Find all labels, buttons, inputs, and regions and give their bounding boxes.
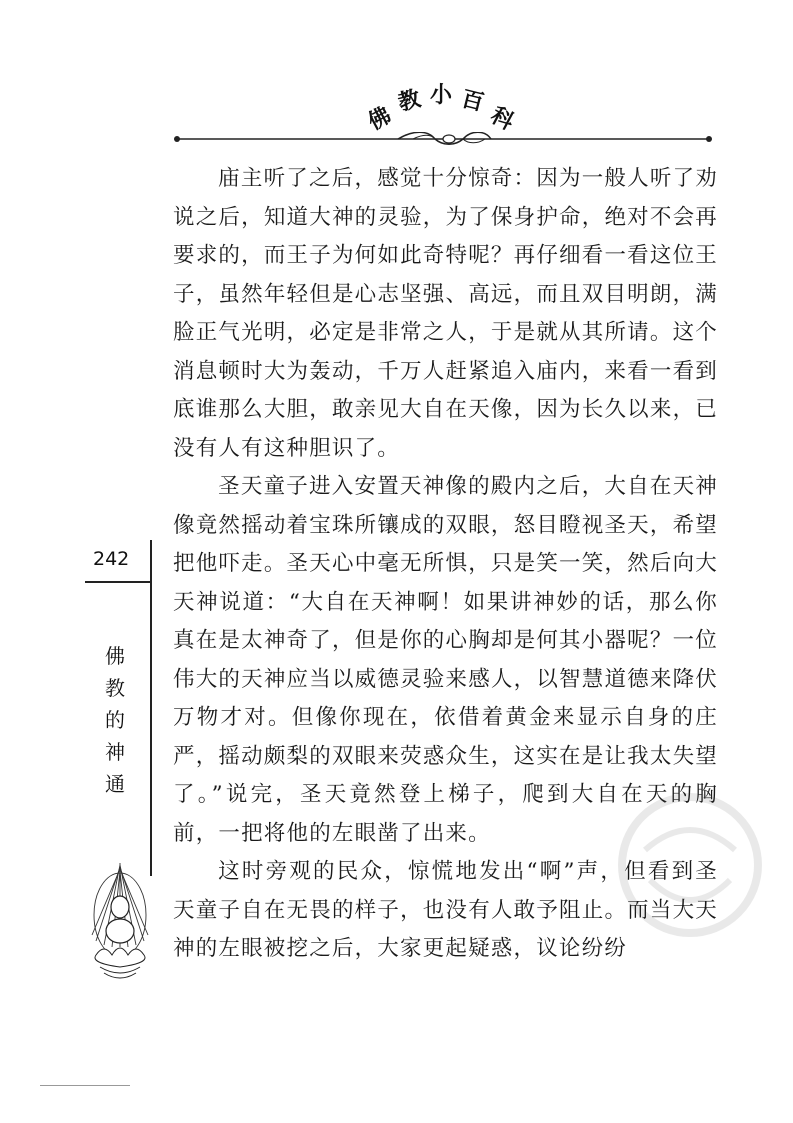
section-title-char: 的: [105, 708, 125, 732]
buddha-on-lotus-icon: [90, 855, 150, 985]
header-char: 科: [486, 103, 518, 136]
section-title-char: 神: [105, 740, 125, 764]
side-margin-rule: [150, 540, 152, 876]
paragraph: 这时旁观的民众，惊慌地发出“啊”声，但看到圣天童子自在无畏的样子，也没有人敢予阻止。而当大天神的左眼被挖之后，大家更起疑惑，议论纷纷: [173, 859, 718, 961]
header-char: 佛: [364, 103, 396, 136]
page-number-underline: [85, 581, 151, 583]
paragraph: 圣天童子进入安置天神像的殿内之后，大自在天神像竟然摇动着宝珠所镶成的双眼，怒目瞪视圣天，希望把他吓走。圣天心中毫无所惧，只是笑一笑，然后向大天神说道：“大自在天神啊！如果讲神妙的话，那么你真在是太神奇了，但是你的心胸却是何其小器呢？一位伟大的天神应当以威德灵验来感人，以智慧道德来降伏万物才对。但像你现在，依借着黄金来显示自身的庄严，摇动颇梨的双眼来荧惑众生，这实在是让我太失望了。”说完，圣天竟然登上梯子，爬到大自在天的胸前，一把将他的左眼凿了出来。: [173, 474, 718, 846]
section-title-char: 教: [105, 676, 125, 700]
header-char: 小: [430, 83, 453, 108]
running-header-title: [360, 66, 530, 136]
paragraph: 庙主听了之后，感觉十分惊奇：因为一般人听了劝说之后，知道大神的灵验，为了保身护命，绝对不会再要求的，而王子为何如此奇特呢？再仔细看一看这位王子，虽然年轻但是心志坚强、高远，而且双目明朗，满脸正气光明，必定是非常之人，于是就从其所请。这个消息顿时大为轰动，千万人赶紧追入庙内，来看一看到底谁那么大胆，敢亲见大自在天像，因为长久以来，已没有人有这种胆识了。: [173, 166, 718, 461]
header-char: 百: [458, 86, 487, 117]
section-title-char: 通: [105, 772, 125, 796]
vertical-section-title: [100, 640, 130, 800]
section-title-char: 佛: [105, 644, 125, 668]
header-ornamental-rule: [173, 132, 713, 146]
footer-rule: [40, 1085, 130, 1086]
page-number: 242: [93, 548, 130, 570]
seal-watermark: [615, 790, 765, 940]
header-char: 教: [395, 86, 424, 117]
